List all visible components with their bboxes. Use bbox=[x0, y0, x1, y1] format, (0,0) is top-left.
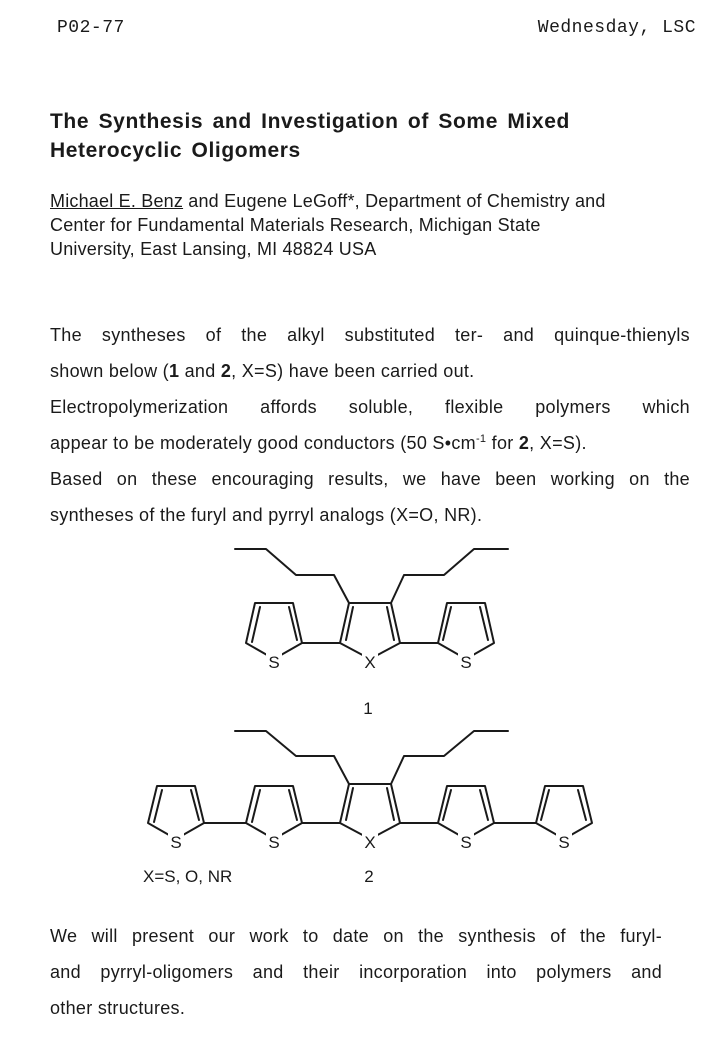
title-line-2: Heterocyclic Oligomers bbox=[50, 139, 301, 162]
abstract-code: P02-77 bbox=[57, 18, 125, 38]
sulfur-atom-label: S bbox=[460, 653, 472, 672]
compound-label-2: 2 bbox=[364, 867, 374, 886]
structure-2-quinquethiophene bbox=[148, 731, 592, 839]
co-author-affiliation: and Eugene LeGoff*, Department of Chemistry and bbox=[183, 191, 606, 211]
abstract-text: , X=S) have been carried out. bbox=[231, 361, 475, 381]
heteroatom-x-label: X bbox=[364, 653, 376, 672]
affiliation-line-2: Center for Fundamental Materials Research, Michigan State bbox=[50, 215, 541, 235]
abstract-line-3: Electropolymerization affords soluble, flexible polymers which bbox=[50, 397, 690, 417]
presenting-author: Michael E. Benz bbox=[50, 191, 184, 211]
closing-line-3: other structures. bbox=[50, 998, 186, 1018]
affiliation-line-3: University, East Lansing, MI 48824 USA bbox=[50, 239, 377, 259]
abstract-line-1: The syntheses of the alkyl substituted ter- and quinque-thienyls bbox=[50, 325, 690, 345]
sulfur-atom-label: S bbox=[460, 833, 472, 852]
sulfur-atom-label: S bbox=[558, 833, 570, 852]
compound-ref-1: 1 bbox=[168, 361, 180, 381]
compound-ref-2: 2 bbox=[220, 361, 232, 381]
structure-1-terthiophene bbox=[235, 549, 508, 659]
compound-label-1: 1 bbox=[363, 699, 373, 718]
session-label: Wednesday, LSC bbox=[537, 18, 696, 38]
sulfur-atom-label: S bbox=[268, 653, 280, 672]
closing-line-2: and pyrryl-oligomers and their incorporation into polymers and bbox=[50, 962, 662, 982]
sulfur-atom-label: S bbox=[268, 833, 280, 852]
abstract-text: and bbox=[179, 361, 221, 381]
abstract-text: appear to be moderately good conductors (50 S•cm bbox=[50, 433, 476, 453]
title-line-1: The Synthesis and Investigation of Some Mixed bbox=[50, 110, 570, 133]
compound-ref-2: 2 bbox=[518, 433, 530, 453]
abstract-line-6: syntheses of the furyl and pyrryl analogs (X=O, NR). bbox=[50, 505, 483, 525]
abstract-text: , X=S). bbox=[529, 433, 587, 453]
heteroatom-x-label: X bbox=[364, 833, 376, 852]
substituent-legend: X=S, O, NR bbox=[143, 867, 233, 886]
abstract-text: shown below ( bbox=[50, 361, 169, 381]
sulfur-atom-label: S bbox=[170, 833, 182, 852]
closing-paragraph bbox=[50, 918, 662, 1026]
unit-exponent: -1 bbox=[475, 433, 487, 445]
abstract-text: for bbox=[486, 433, 519, 453]
abstract-line-5: Based on these encouraging results, we have been working on the bbox=[50, 469, 690, 489]
closing-line-1: We will present our work to date on the synthesis of the furyl- bbox=[50, 926, 662, 946]
